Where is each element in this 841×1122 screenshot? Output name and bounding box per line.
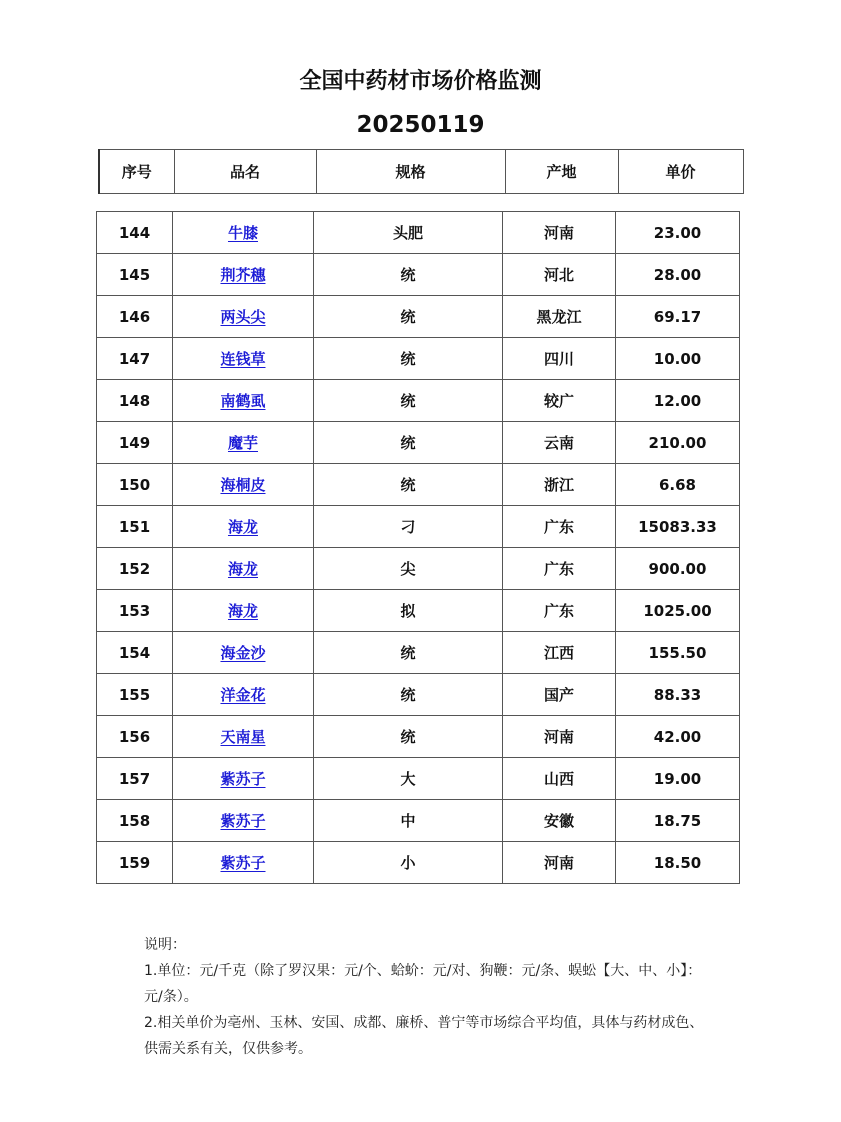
cell-spec: 统: [314, 380, 503, 422]
cell-price: 88.33: [616, 674, 740, 716]
herb-name-link[interactable]: 紫苏子: [220, 812, 266, 830]
cell-no: 153: [97, 590, 173, 632]
cell-origin: 河南: [503, 212, 616, 254]
table-row: [97, 590, 740, 632]
cell-name: [173, 506, 314, 548]
cell-price: 18.50: [616, 842, 740, 884]
cell-name: [173, 380, 314, 422]
cell-name: [173, 758, 314, 800]
cell-price: 23.00: [616, 212, 740, 254]
cell-no: 152: [97, 548, 173, 590]
table-row: [97, 296, 740, 338]
cell-no: 148: [97, 380, 173, 422]
cell-origin: 河南: [503, 842, 616, 884]
cell-spec: 小: [314, 842, 503, 884]
table-row: [97, 674, 740, 716]
cell-name: [173, 254, 314, 296]
column-header-name: 品名: [174, 150, 316, 194]
cell-price: 15083.33: [616, 506, 740, 548]
cell-no: 155: [97, 674, 173, 716]
cell-price: 42.00: [616, 716, 740, 758]
cell-name: [173, 716, 314, 758]
cell-price: 900.00: [616, 548, 740, 590]
cell-price: 12.00: [616, 380, 740, 422]
cell-origin: 国产: [503, 674, 616, 716]
table-row: [97, 212, 740, 254]
cell-name: [173, 296, 314, 338]
report-date: 20250119: [356, 112, 485, 138]
cell-spec: 统: [314, 254, 503, 296]
cell-no: 147: [97, 338, 173, 380]
cell-origin: 山西: [503, 758, 616, 800]
herb-name-link[interactable]: 连钱草: [220, 350, 266, 368]
table-row: [97, 800, 740, 842]
cell-spec: 统: [314, 632, 503, 674]
column-header-no: 序号: [99, 150, 174, 194]
cell-no: 157: [97, 758, 173, 800]
cell-price: 6.68: [616, 464, 740, 506]
herb-name-link[interactable]: 海龙: [227, 518, 258, 536]
cell-no: 149: [97, 422, 173, 464]
cell-name: [173, 800, 314, 842]
cell-spec: 统: [314, 464, 503, 506]
table-row: [97, 464, 740, 506]
cell-price: 1025.00: [616, 590, 740, 632]
herb-name-link[interactable]: 紫苏子: [220, 854, 266, 872]
table-row: [97, 548, 740, 590]
cell-no: 154: [97, 632, 173, 674]
herb-name-link[interactable]: 海桐皮: [220, 476, 266, 494]
cell-name: [173, 632, 314, 674]
cell-price: 18.75: [616, 800, 740, 842]
table-row: [97, 506, 740, 548]
herb-name-link[interactable]: 荆芥穗: [220, 266, 266, 284]
cell-origin: 四川: [503, 338, 616, 380]
cell-no: 145: [97, 254, 173, 296]
cell-spec: 尖: [314, 548, 503, 590]
cell-spec: 刁: [314, 506, 503, 548]
cell-no: 144: [97, 212, 173, 254]
herb-name-link[interactable]: 海龙: [227, 560, 258, 578]
herb-name-link[interactable]: 海金沙: [220, 644, 266, 662]
notes-line-2: 2.相关单价为亳州、玉林、安国、成都、廉桥、普宁等市场综合平均值，具体与药材成色、供需关系有关，仅供参考。: [144, 1015, 704, 1057]
price-table-header: [98, 149, 744, 194]
cell-name: [173, 548, 314, 590]
cell-price: 69.17: [616, 296, 740, 338]
column-header-price: 单价: [618, 150, 743, 194]
cell-no: 146: [97, 296, 173, 338]
cell-spec: 中: [314, 800, 503, 842]
cell-name: [173, 590, 314, 632]
table-row: [97, 716, 740, 758]
cell-spec: 统: [314, 296, 503, 338]
herb-name-link[interactable]: 两头尖: [220, 308, 266, 326]
cell-no: 158: [97, 800, 173, 842]
cell-name: [173, 338, 314, 380]
cell-spec: 统: [314, 338, 503, 380]
cell-no: 159: [97, 842, 173, 884]
cell-origin: 浙江: [503, 464, 616, 506]
column-header-spec: 规格: [316, 150, 505, 194]
cell-price: 10.00: [616, 338, 740, 380]
cell-name: [173, 674, 314, 716]
table-row: [97, 632, 740, 674]
cell-price: 155.50: [616, 632, 740, 674]
herb-name-link[interactable]: 海龙: [227, 602, 258, 620]
cell-spec: 统: [314, 716, 503, 758]
table-row: [97, 758, 740, 800]
herb-name-link[interactable]: 魔芋: [227, 434, 258, 452]
notes: [144, 932, 704, 1062]
cell-no: 151: [97, 506, 173, 548]
cell-price: 28.00: [616, 254, 740, 296]
table-row: [97, 338, 740, 380]
cell-origin: 较广: [503, 380, 616, 422]
page-title: 全国中药材市场价格监测: [299, 69, 542, 94]
price-table: [96, 211, 740, 884]
column-header-origin: 产地: [505, 150, 618, 194]
cell-spec: 统: [314, 422, 503, 464]
cell-spec: 统: [314, 674, 503, 716]
cell-spec: 头肥: [314, 212, 503, 254]
cell-origin: 江西: [503, 632, 616, 674]
cell-price: 19.00: [616, 758, 740, 800]
cell-price: 210.00: [616, 422, 740, 464]
cell-name: [173, 842, 314, 884]
cell-origin: 广东: [503, 590, 616, 632]
cell-no: 150: [97, 464, 173, 506]
cell-origin: 云南: [503, 422, 616, 464]
cell-origin: 河北: [503, 254, 616, 296]
cell-spec: 大: [314, 758, 503, 800]
herb-name-link[interactable]: 紫苏子: [220, 770, 266, 788]
herb-name-link[interactable]: 天南星: [220, 728, 266, 746]
cell-origin: 黑龙江: [503, 296, 616, 338]
cell-name: [173, 212, 314, 254]
cell-origin: 广东: [503, 506, 616, 548]
table-row: [97, 842, 740, 884]
herb-name-link[interactable]: 洋金花: [220, 686, 266, 704]
cell-spec: 拟: [314, 590, 503, 632]
table-row: [97, 254, 740, 296]
cell-name: [173, 422, 314, 464]
cell-origin: 广东: [503, 548, 616, 590]
cell-no: 156: [97, 716, 173, 758]
notes-heading: 说明：: [144, 937, 186, 953]
cell-origin: 河南: [503, 716, 616, 758]
herb-name-link[interactable]: 南鹤虱: [220, 392, 266, 410]
header-row: [99, 150, 743, 194]
notes-line-1: 1.单位：元/千克（除了罗汉果：元/个、蛤蚧：元/对、狗鞭：元/条、蜈蚣【大、中、小】：元/条）。: [144, 963, 702, 1005]
table-row: [97, 422, 740, 464]
herb-name-link[interactable]: 牛膝: [227, 224, 258, 242]
cell-origin: 安徽: [503, 800, 616, 842]
table-row: [97, 380, 740, 422]
cell-name: [173, 464, 314, 506]
